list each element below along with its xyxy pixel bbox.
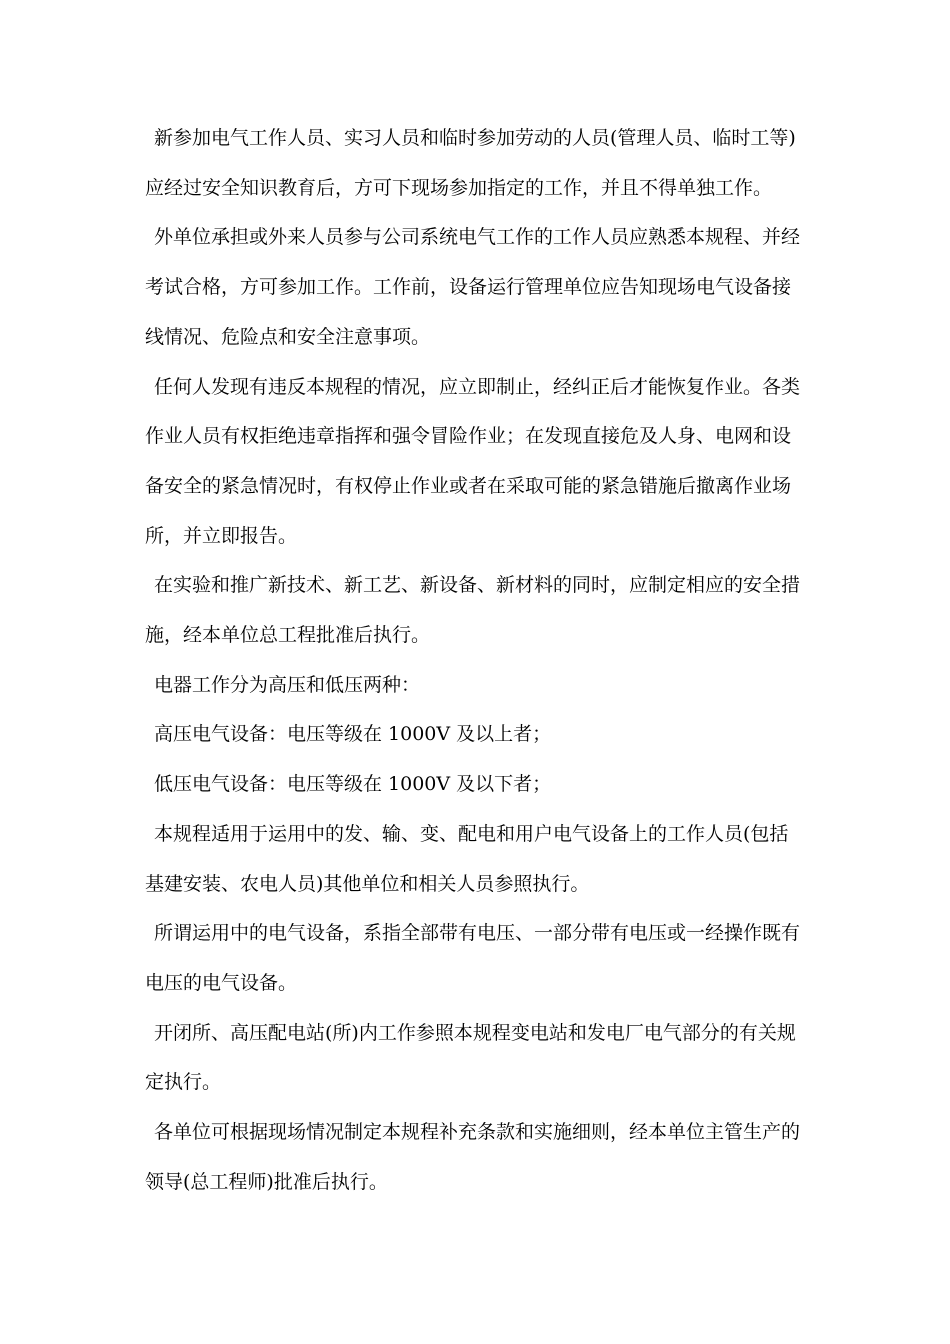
text-line: 电压的电气设备。 — [145, 971, 298, 994]
paragraph-external-staff — [145, 213, 810, 362]
paragraph-high-voltage — [145, 710, 810, 760]
text-line: 应经过安全知识教育后，方可下现场参加指定的工作，并且不得单独工作。 — [145, 176, 773, 199]
paragraph-scope — [145, 810, 810, 909]
paragraph-low-voltage — [145, 760, 810, 810]
paragraph-supplementary-rules — [145, 1108, 810, 1207]
text-line: 所，并立即报告。 — [145, 524, 298, 547]
paragraph-new-staff — [145, 114, 810, 213]
text-line: 本规程适用于运用中的发、输、变、配电和用户电气设备上的工作人员(包括 — [154, 822, 789, 845]
text-line: 高压电气设备：电压等级在 1000V 及以上者； — [154, 723, 552, 746]
text-line: 备安全的紧急情况时，有权停止作业或者在采取可能的紧急错施后撤离作业场 — [145, 474, 792, 497]
text-line: 领导(总工程师)批准后执行。 — [145, 1170, 388, 1193]
document-body — [145, 114, 810, 1207]
text-line: 各单位可根据现场情况制定本规程补充条款和实施细则，经本单位主管生产的 — [154, 1121, 801, 1144]
text-line: 考试合格，方可参加工作。工作前，设备运行管理单位应告知现场电气设备接 — [145, 276, 792, 299]
paragraph-equipment-in-use — [145, 909, 810, 1008]
text-line: 线情况、危险点和安全注意事项。 — [145, 325, 431, 348]
text-line: 外单位承担或外来人员参与公司系统电气工作的工作人员应熟悉本规程、并经 — [154, 226, 801, 249]
text-line: 在实验和推广新技术、新工艺、新设备、新材料的同时，应制定相应的安全措 — [154, 574, 801, 597]
paragraph-violation-report — [145, 363, 810, 562]
text-line: 定执行。 — [145, 1071, 222, 1094]
text-line: 基建安装、农电人员)其他单位和相关人员参照执行。 — [145, 872, 590, 895]
text-line: 开闭所、高压配电站(所)内工作参照本规程变电站和发电厂电气部分的有关规 — [154, 1021, 796, 1044]
text-line: 作业人员有权拒绝违章指挥和强令冒险作业；在发现直接危及人身、电网和设 — [145, 425, 792, 448]
paragraph-voltage-classes — [145, 661, 810, 711]
text-line: 所谓运用中的电气设备，系指全部带有电压、一部分带有电压或一经操作既有 — [154, 922, 801, 945]
text-line: 低压电气设备：电压等级在 1000V 及以下者； — [154, 773, 552, 796]
text-line: 电器工作分为高压和低压两种： — [154, 673, 421, 696]
text-line: 新参加电气工作人员、实习人员和临时参加劳动的人员(管理人员、临时工等) — [154, 127, 796, 149]
text-line: 施，经本单位总工程批准后执行。 — [145, 624, 431, 647]
paragraph-switching-station — [145, 1009, 810, 1108]
paragraph-new-technology — [145, 561, 810, 660]
text-line: 任何人发现有违反本规程的情况，应立即制止，经纠正后才能恢复作业。各类 — [154, 375, 801, 398]
